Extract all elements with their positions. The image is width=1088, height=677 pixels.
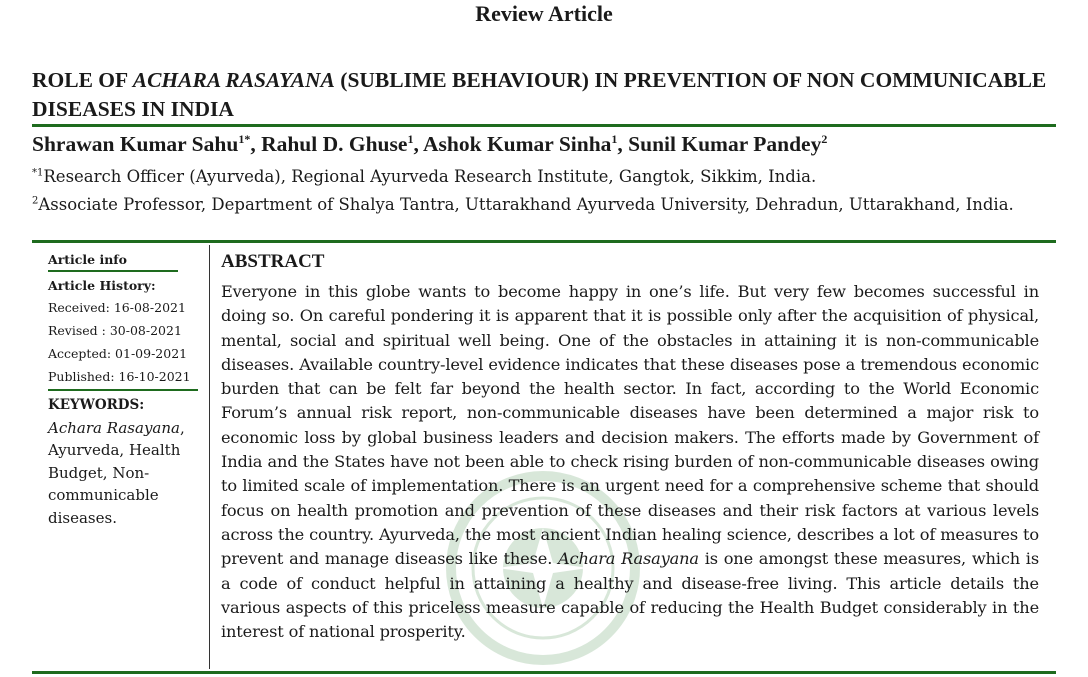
divider-bottom — [32, 671, 1056, 674]
column-divider — [209, 245, 210, 669]
published-date: Published: 16-10-2021 — [48, 369, 191, 384]
title-italic: ACHARA RASAYANA — [132, 68, 335, 92]
keywords-list: Achara Rasayana, Ayurveda, Health Budget, Non-communicable diseases. — [48, 418, 185, 527]
received-date: Received: 16-08-2021 — [48, 300, 186, 315]
affiliation-2: $^2$Associate Professor, Department of Shalya Tantra, Uttarakhand Ayurveda University, Dehradun, Uttarakhand, India. — [32, 195, 1014, 214]
abstract-section — [221, 250, 1039, 644]
divider-middle — [32, 240, 1056, 243]
article-title — [32, 66, 1062, 124]
article-info-heading: Article info — [48, 252, 128, 267]
abstract-text: Everyone in this globe wants to become happy in one’s life. But very few becomes successful in doing so. On careful pondering it is apparent that it is possible only after the acquisition of physical, mental, social and spiritual well being. One of the obstacles in attaining it is non-communicable diseases. Available country-level evidence indicates that these diseases pose a tremendous economic burden that can be felt far beyond the health sector. In fact, according to the World Economic Forum’s annual risk report, non-communicable diseases have been determined a major risk to economic loss by global business leaders and decision makers. The efforts made by Government of India and the States have not been able to check rising burden of non-communicable diseases owing to limited scale of implementation. There is an urgent need for a comprehensive scheme that should focus on health promotion and prevention of these diseases and their risk factors at various levels across the country. Ayurveda, the most ancient Indian healing science, describes a lot of measures to prevent and manage diseases like these. Achara Rasayana is one amongst these measures, which is a code of conduct helpful in attaining a healthy and disease-free living. This article details the various aspects of this priceless measure capable of reducing the Health Budget considerably in the interest of national prosperity. — [221, 282, 1039, 642]
article-history-heading: Article History: — [48, 278, 156, 293]
revised-date: Revised : 30-08-2021 — [48, 323, 182, 338]
abstract-heading: ABSTRACT — [221, 251, 325, 272]
author-3: Ashok Kumar Sinha$^1$, — [423, 131, 629, 156]
author-2: Rahul D. Ghuse$^1$, — [261, 131, 424, 156]
article-type: Review Article — [475, 1, 613, 26]
divider-top — [32, 124, 1056, 127]
author-list — [32, 130, 1062, 158]
article-info-underline — [48, 270, 178, 272]
dates-underline — [48, 389, 198, 391]
keywords-heading: KEYWORDS: — [48, 396, 145, 413]
author-4: Sunil Kumar Pandey$^2$ — [628, 131, 828, 156]
affiliation-1: $^{*1}$Research Officer (Ayurveda), Regional Ayurveda Research Institute, Gangtok, Sikkim, India. — [32, 167, 817, 186]
title-part2: (SUBLIME BEHAVIOUR) IN PREVENTION OF NON COMMUNICABLE DISEASES IN INDIA — [32, 68, 1047, 121]
author-1: Shrawan Kumar Sahu$^{1*}$, — [32, 131, 262, 156]
accepted-date: Accepted: 01-09-2021 — [48, 346, 188, 361]
title-part1: ROLE OF — [32, 68, 133, 92]
article-info-sidebar — [48, 251, 198, 529]
